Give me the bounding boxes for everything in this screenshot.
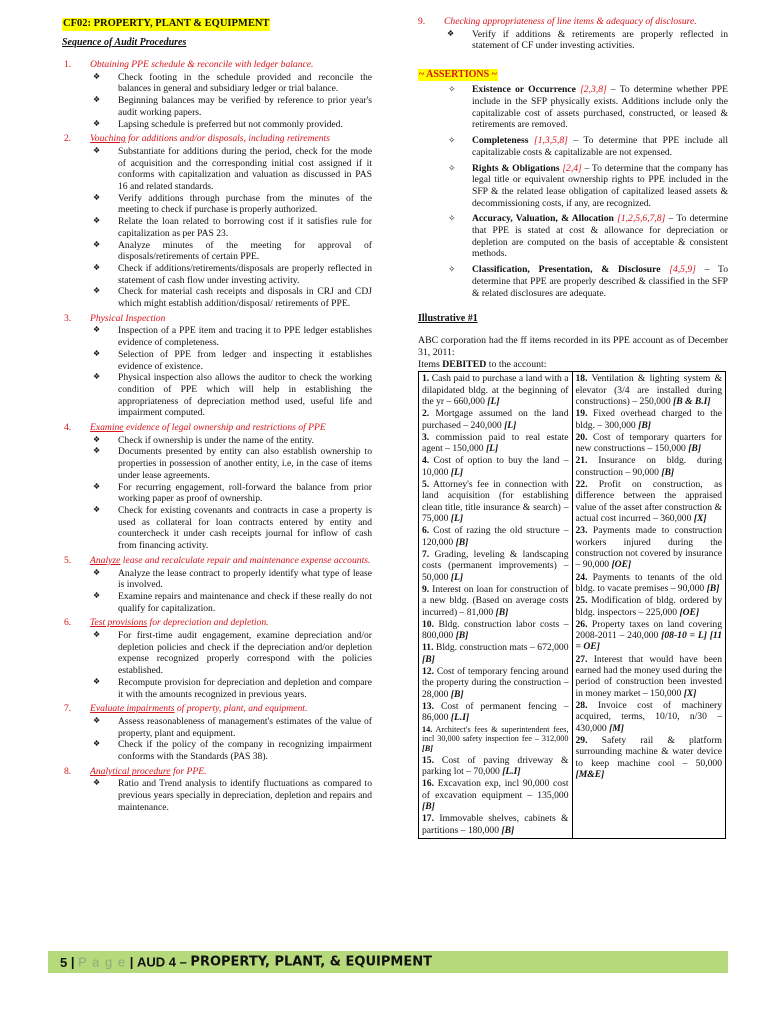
ppe-item-text: Payments made to construction workers injured during the construction not covered by insurance – 90,000 [575, 525, 722, 571]
ppe-item-tag: [B] [455, 630, 469, 642]
bullet-item: ❖ Recompute provision for depreciation and depletion and compare it with the amounts recognized in previous years. [60, 677, 372, 700]
step-title-text: Obtaining PPE schedule & reconcile with ledger balance. [90, 58, 314, 70]
assertion-text: – To determine whether PPE include in the SFP physically exists. Additions include only the capitalizable cost of assets purchased, constructed, or leased & retirements are removed. [472, 84, 728, 131]
step-title-text: lease and recalculate repair and maintenance expense accounts. [120, 554, 371, 566]
ppe-item-number: 4. [422, 455, 430, 467]
step-title-text: for additions and/or disposals, including retirements [125, 133, 330, 145]
ppe-item-tag: [B] [422, 653, 435, 665]
ppe-item [576, 455, 723, 478]
assertion-item [414, 135, 728, 158]
ppe-item-text: Excavation exp, incl 90,000 cost of excavation equipment – 135,000 [422, 778, 569, 801]
ppe-item-number: 14. [422, 724, 433, 734]
step-number: 7. [64, 703, 72, 715]
ppe-item-text: Invoice cost of machinery acquired, terms, 10/10, n/30 – 430,000 [575, 700, 722, 734]
assertion-item [414, 84, 728, 131]
bullet-item: ❖ Check footing in the schedule provided and reconcile the balances in general and subsidiary ledger or trial balance. [60, 72, 372, 95]
step-bullets [60, 72, 372, 131]
ppe-item-tag: [B & B.I] [673, 395, 711, 407]
ppe-item [422, 549, 569, 583]
ppe-item-number: 7. [422, 548, 430, 560]
audit-step-title [60, 422, 372, 434]
bullet-item: ❖ Ratio and Trend analysis to identify fluctuations as compared to previous years specially in depreciation, depletion and repairs and maintenance. [60, 778, 372, 813]
bullet-item: ❖ For first-time audit engagement, examine depreciation and/or depletion policies and check if the depreciation and/or depletion expense recognized properly correspond with the policies established. [60, 630, 372, 677]
ppe-item-tag: [L.I] [450, 712, 470, 724]
ppe-item-text: Mortgage assumed on the land purchased – 240,000 [422, 408, 569, 431]
ppe-item [422, 701, 569, 724]
assertion-name: Existence or Occurrence [472, 84, 576, 96]
step-keyword: Evaluate impairments [90, 703, 175, 715]
ppe-item-text: Insurance on bldg. during construction – 90,000 [575, 455, 722, 478]
footer-separator: | [67, 954, 79, 970]
assertion-name: Rights & Obligations [472, 162, 560, 174]
ppe-item [422, 666, 569, 700]
step-keyword: Analytical procedure [90, 765, 171, 777]
assertion-ref: [2,3,8] [580, 84, 607, 96]
ppe-item-text: Safety rail & platform surrounding machine & water device to keep machine cool – 50,000 [575, 734, 722, 769]
ppe-item-text: Interest on loan for construction of a new bldg. (Based on average costs incurred) – 81,000 [422, 583, 569, 618]
page-number: 5 [60, 954, 68, 970]
bullet-item: ❖ Examine repairs and maintenance and check if these really do not qualify for capitalization. [60, 591, 372, 614]
illustrative-intro: ABC corporation had the ff items recorded in its PPE account as of December 31, 2011: [418, 335, 728, 359]
ppe-item-text: Grading, leveling & landscaping costs (permanent improvements) – 50,000 [422, 548, 569, 583]
assertion-name: Accuracy, Valuation, & Allocation [472, 213, 614, 225]
audit-step [60, 133, 372, 310]
ppe-item [422, 525, 569, 548]
ppe-item-tag: [B] [661, 466, 675, 478]
step-bullets [60, 716, 372, 763]
ppe-item-tag: [L] [450, 466, 464, 478]
step-keyword: Examine [90, 422, 124, 434]
audit-step-title [60, 555, 372, 567]
step-title-text: for PPE. [170, 765, 207, 777]
step-number: 1. [64, 58, 72, 70]
ppe-item-text: Cost of permanent fencing – 86,000 [422, 701, 569, 724]
bullet-item: ❖ Selection of PPE from ledger and inspecting it establishes evidence of existence. [60, 349, 372, 372]
ppe-item-tag: [OE] [679, 606, 700, 618]
ppe-item-tag: [B] [450, 688, 464, 700]
ppe-item [576, 525, 723, 570]
ppe-item-text: Payments to tenants of the old bldg. to vacate premises – 90,000 [575, 571, 722, 594]
ppe-item-number: 16. [422, 778, 434, 790]
audit-step [414, 16, 728, 52]
ppe-item-text: Property taxes on land covering 2008-2011 – 240,000 [575, 618, 722, 642]
audit-step-title [414, 16, 728, 28]
bullet-item: ❖ Check if additions/retirements/disposals are properly reflected in statement of cash flow under investing activity. [60, 263, 372, 286]
ppe-item [422, 619, 569, 642]
bullet-item: ❖ Relate the loan related to borrowing cost if it satisfies rule for capitalization as per PAS 23. [60, 216, 372, 239]
ppe-item [576, 572, 723, 595]
step-bullets [60, 325, 372, 419]
illustrative-heading: Illustrative #1 [418, 313, 478, 325]
ppe-item-text: Profit on construction, as difference between the appraised value of the asset after construction & actual cost incurred – 360,000 [575, 479, 722, 524]
bullet-item: ❖ Inspection of a PPE item and tracing it to PPE ledger establishes evidence of completeness. [60, 325, 372, 348]
ppe-item [422, 642, 569, 665]
ppe-item-number: 6. [422, 525, 430, 537]
bullet-item: ❖ Verify if additions & retirements are properly reflected in statement of CF under investing activities. [414, 29, 728, 52]
audit-step [60, 59, 372, 130]
ppe-item-tag: [L] [450, 571, 464, 583]
bullet-item: ❖ Beginning balances may be verified by reference to prior year's audit working papers. [60, 95, 372, 118]
ppe-item [576, 619, 723, 653]
footer-title: PROPERTY, PLANT, & EQUIPMENT [190, 954, 432, 970]
audit-steps-right [414, 16, 728, 52]
step-number: 6. [64, 617, 72, 629]
ppe-item-number: 22. [575, 479, 588, 491]
audit-step [60, 422, 372, 552]
ppe-item-tag: [X] [693, 513, 707, 524]
ppe-item-text: Bldg. construction labor costs – 800,000 [422, 618, 569, 642]
ppe-item-number: 26. [575, 618, 588, 630]
ppe-item-number: 20. [575, 431, 588, 443]
ppe-item [576, 735, 723, 780]
step-bullets [60, 568, 372, 615]
step-title-text: of property, plant, and equipment. [174, 703, 308, 715]
audit-step-title [60, 133, 372, 145]
ppe-item-text: commission paid to real estate agent – 150,000 [422, 431, 569, 455]
ppe-item-number: 29. [575, 734, 588, 746]
audit-step [60, 617, 372, 700]
ppe-item [422, 778, 569, 812]
audit-step-title [60, 617, 372, 629]
ppe-item [422, 479, 569, 524]
audit-step-title [60, 59, 372, 71]
ppe-item [576, 408, 723, 431]
ppe-item-number: 27. [575, 653, 588, 665]
step-keyword: Analyze [90, 554, 121, 566]
ppe-item-tag: [B] [495, 606, 509, 618]
assertion-item [414, 264, 728, 299]
ppe-item-tag: [L.I] [502, 765, 521, 777]
ppe-item-text: Fixed overhead charged to the bldg. – 300,000 [575, 408, 722, 431]
ppe-item-number: 3. [422, 431, 430, 443]
audit-step [60, 555, 372, 615]
page-footer [48, 951, 728, 973]
ppe-item-number: 23. [575, 525, 588, 537]
ppe-item-tag: [L] [485, 443, 499, 455]
ppe-item [422, 813, 569, 836]
step-bullets [60, 146, 372, 310]
step-number: 9. [418, 16, 426, 27]
ppe-item-number: 21. [575, 455, 588, 467]
assertions-heading: ~ ASSERTIONS ~ [419, 69, 497, 81]
ppe-item [422, 432, 569, 455]
assertion-ref: [1,2,5,6,7,8] [617, 213, 666, 225]
ppe-item-number: 9. [422, 583, 430, 595]
ppe-item-text: Cost of temporary quarters for new constructions – 150,000 [575, 431, 722, 455]
bullet-item: ❖ Check if the policy of the company in recognizing impairment conforms with the Standards (PAS 38). [60, 739, 372, 762]
ppe-item-text: Architect's fees & superintendent fees, incl 30,000 safety inspection fee – 312,000 [422, 724, 569, 744]
ppe-item-number: 17. [422, 813, 434, 825]
ppe-item [422, 755, 569, 778]
ppe-item-tag: [B] [638, 419, 651, 431]
ppe-item [422, 455, 569, 478]
ppe-item-number: 5. [422, 479, 430, 491]
bullet-item: ❖ For recurring engagement, roll-forward the balance from prior working paper as proof of ownership. [60, 482, 372, 505]
step-bullets [60, 630, 372, 700]
ppe-item [422, 373, 569, 407]
ppe-item-number: 24. [575, 571, 588, 583]
step-keyword: Test provisions [90, 617, 148, 629]
bullet-item: ❖ Substantiate for additions during the period, check for the mode of acquisition and the corresponding initial cost assigned if it conforms with capitalization and valuation as discussed in PAS 16 and related standards. [60, 146, 372, 193]
audit-step-title [60, 313, 372, 325]
ppe-item-text: Immovable shelves, cabinets & partitions – 180,000 [422, 813, 569, 836]
ppe-item [576, 479, 723, 524]
ppe-item-text: Cost of paving driveway & parking lot – 70,000 [422, 754, 569, 777]
ppe-item-tag: [B] [688, 443, 702, 455]
bullet-item: ❖ Physical inspection also allows the auditor to check the working condition of PPE which will help in establishing the appropriateness of depreciation method used, useful life and impairment computed. [60, 372, 372, 419]
ppe-item-number: 2. [422, 408, 430, 420]
bullet-item: ❖ Verify additions through purchase from the minutes of the meeting to check if purchase is properly authorized. [60, 193, 372, 216]
ppe-item [576, 373, 723, 407]
assertions-list [414, 84, 728, 299]
step-bullets [60, 435, 372, 552]
assertion-ref: [2,4] [562, 162, 582, 174]
ppe-item-tag: [B] [706, 582, 720, 594]
ppe-item-text: Modification of bldg. ordered by bldg. inspectors – 225,000 [575, 595, 722, 618]
bullet-item: ❖ Analyze minutes of the meeting for approval of disposals/retirements of certain PPE. [60, 240, 372, 263]
ppe-item [576, 595, 723, 618]
assertion-text: – To determine that PPE include all capitalizable costs & capitalizable are not expensed. [472, 135, 729, 158]
ppe-item-tag: [L] [504, 419, 517, 431]
audit-step-title [60, 766, 372, 778]
ppe-item-number: 13. [422, 701, 434, 712]
ppe-item-tag: [M] [609, 722, 624, 734]
assertion-ref: [4,5,9] [669, 264, 696, 276]
assertion-text: – To determine that the company has legal title or equivalent ownership rights to PPE included in the SFP & the related lease obligation of capitalized leased assets & decommissioning costs, if any, are recognized. [472, 162, 728, 209]
audit-step-title [60, 703, 372, 715]
step-number: 5. [64, 554, 72, 566]
sequence-heading: Sequence of Audit Procedures [62, 36, 187, 48]
ppe-item-text: Attorney's fee in connection with land acquisition (for establishing clean title, title insurance & search) – 75,000 [422, 479, 569, 524]
bullet-item: ❖ Check for material cash receipts and disposals in CRJ and CDJ which might establish addition/disposal/ retirements of PPE. [60, 286, 372, 309]
ppe-item-tag: [B] [455, 536, 469, 548]
step-title-text: Checking appropriateness of line items & adequacy of disclosure. [444, 16, 697, 27]
ppe-item-tag: [B] [422, 800, 435, 812]
ppe-item-tag: [08-10 = L] [11 = OE] [575, 630, 722, 653]
ppe-item [422, 584, 569, 618]
footer-separator: | [126, 954, 137, 970]
course-code: AUD 4 – [136, 954, 191, 970]
items-debited-label: Items DEBITED to the account: [418, 359, 547, 371]
bullet-item: ❖ Assess reasonableness of management's estimates of the value of property, plant and equipment. [60, 716, 372, 739]
ppe-item-text: Ventilation & lighting system & elevator (3/4 are installed during constructions) – 250,000 [575, 373, 722, 407]
ppe-item-number: 25. [575, 595, 588, 607]
ppe-item-number: 19. [575, 408, 588, 420]
ppe-item-text: Cost of temporary fencing around the property during the construction – 28,000 [422, 666, 569, 700]
assertion-item [414, 163, 728, 210]
bullet-item: ❖ Analyze the lease contract to properly identify what type of lease is involved. [60, 568, 372, 591]
ppe-item-text: Cost of option to buy the land – 10,000 [422, 455, 569, 478]
bullet-item: ❖ Lapsing schedule is preferred but not commonly provided. [60, 119, 372, 131]
ppe-item [422, 725, 569, 754]
step-number: 3. [64, 312, 72, 324]
page-label: P a g e [78, 954, 127, 970]
assertion-text: – To determine that PPE are properly described & classified in the SFP & related disclosures are adequate. [472, 264, 728, 299]
step-bullets [414, 29, 728, 52]
ppe-item-number: 11. [422, 642, 434, 654]
ppe-item-tag: [B] [501, 824, 515, 836]
assertion-ref: [1,3,5,8] [534, 135, 568, 147]
ppe-item [422, 408, 569, 431]
step-number: 8. [64, 765, 72, 777]
step-bullets [60, 778, 372, 813]
step-title-text: Physical Inspection [90, 312, 166, 324]
ppe-item-tag: [L] [450, 513, 464, 524]
ppe-item-tag: [OE] [611, 559, 632, 571]
ppe-item [576, 700, 723, 734]
ppe-item-text: Bldg. construction mats – 672,000 [433, 642, 569, 654]
bullet-item: ❖ Check if ownership is under the name of the entity. [60, 435, 372, 447]
ppe-item-text: Cost of razing the old structure – 120,000 [422, 525, 569, 548]
ppe-items-table [418, 371, 726, 839]
ppe-item-text: Cash paid to purchase a land with a dilapidated bldg. at the beginning of the yr – 660,000 [422, 373, 569, 407]
step-title-text: evidence of legal ownership and restrictions of PPE [123, 422, 326, 434]
ppe-item-tag: [L] [487, 395, 500, 407]
ppe-item-tag: [M&E] [575, 768, 605, 780]
step-number: 4. [64, 422, 72, 434]
left-column [60, 16, 372, 817]
audit-step [60, 313, 372, 419]
ppe-item-number: 15. [422, 754, 434, 766]
audit-step [60, 766, 372, 814]
assertion-name: Completeness [472, 135, 529, 147]
ppe-item-number: 1. [422, 373, 430, 385]
assertion-name: Classification, Presentation, & Disclosure [472, 264, 661, 276]
audit-step [60, 703, 372, 763]
ppe-item-tag: [B] [422, 743, 433, 753]
ppe-item [576, 654, 723, 699]
right-column [414, 16, 728, 839]
ppe-item-tag: [X] [683, 687, 697, 699]
ppe-item-number: 12. [422, 666, 434, 678]
ppe-item-text: Interest that would have been earned had the money used during the period of construction been invested in money market – 150,000 [575, 653, 722, 699]
assertion-item [414, 213, 728, 260]
step-keyword: Vouching [90, 133, 126, 145]
items-right-cell [572, 372, 726, 839]
document-title: CF02: PROPERTY, PLANT & EQUIPMENT [63, 18, 270, 29]
ppe-item-number: 18. [575, 373, 588, 385]
ppe-item-number: 28. [575, 700, 588, 711]
bullet-item: ❖ Documents presented by entity can also establish ownership to properties in possession of another entity, i.e, in the case of items under lease agreements. [60, 446, 372, 481]
bullet-item: ❖ Check for existing covenants and contracts in case a property is used as collateral for loan contracts entered by entity and countercheck it under cash receipts journal for inflow of cash from financing activity. [60, 505, 372, 552]
assertion-text: – To determine that PPE is stated at cost & allowance for depreciation or depletion are computed on the basis of acceptable & consistent methods. [472, 213, 728, 260]
items-left-cell [419, 372, 573, 839]
step-title-text: for depreciation and depletion. [147, 617, 269, 629]
step-number: 2. [64, 133, 72, 145]
ppe-item [576, 432, 723, 455]
ppe-item-number: 10. [422, 618, 434, 630]
audit-steps-left [60, 59, 372, 814]
